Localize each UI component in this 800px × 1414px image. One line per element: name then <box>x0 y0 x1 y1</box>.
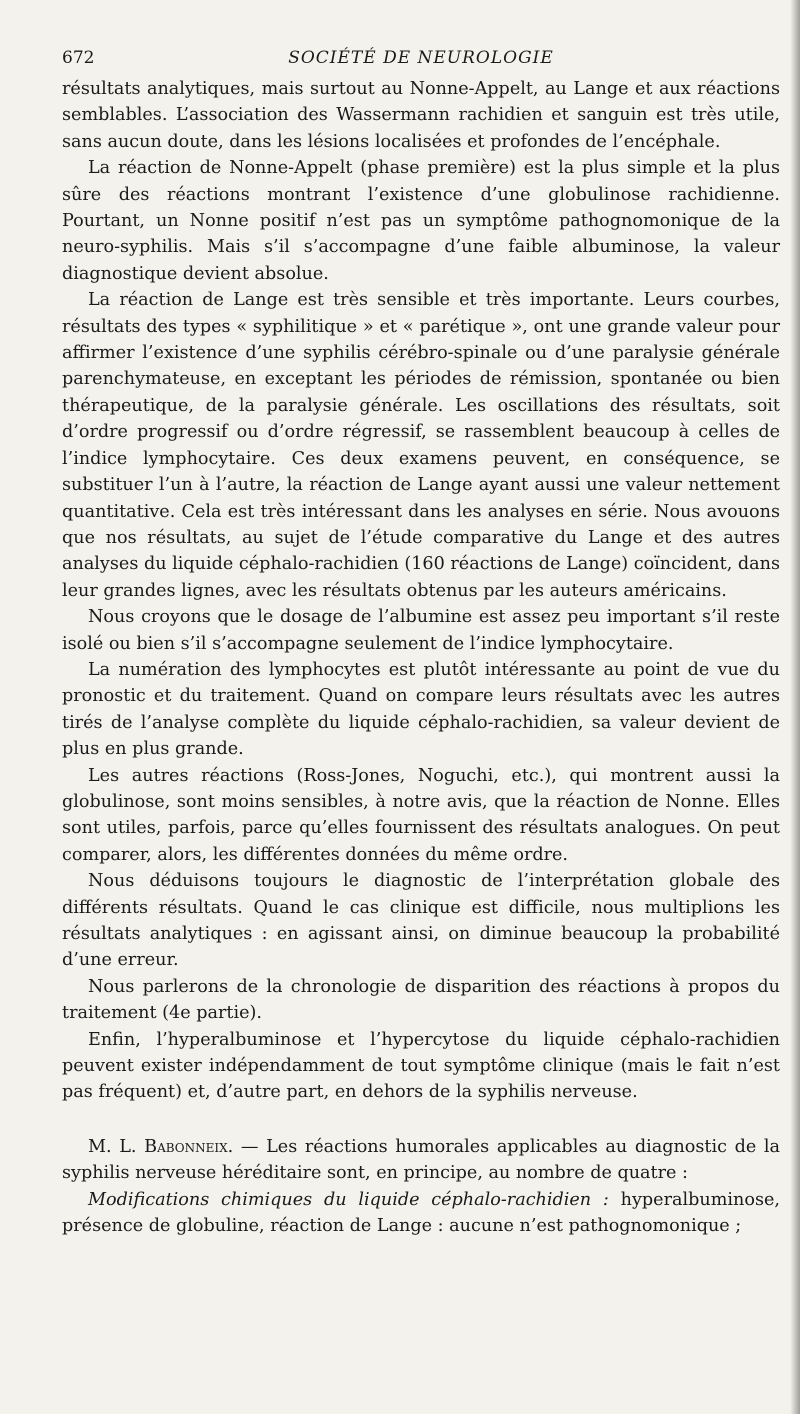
speaker-prefix: M. L. <box>88 1136 145 1157</box>
speaker-separator: . — <box>227 1136 267 1157</box>
babonneix-paragraph <box>62 1134 780 1187</box>
running-title: SOCIÉTÉ DE NEUROLOGIE <box>288 48 554 68</box>
paragraph: Nous croyons que le dosage de l’albumine est assez peu important s’il reste isolé ou bien s’il s’accompagne seulement de l’indice lymphocytaire. <box>62 607 780 654</box>
italic-follow: hyperalbuminose, présence de globuline, réaction de Lange : aucune n’est pathognomonique ; <box>62 1189 780 1237</box>
section-gap <box>62 1106 780 1134</box>
page-header <box>62 40 780 76</box>
paragraph: La réaction de Lange est très sensible et très importante. Leurs courbes, résultats des types « syphilitique » et « parétique », ont une grande valeur pour affirmer l’existence d’une syphilis cérébro-spinale ou d’une paralysie générale parenchymateuse, en exceptant les périodes de rémission, spontanée ou bien thérapeutique, de la paralysie générale. Les oscillations des résultats, soit d’ordre progressif ou d’ordre régressif, se rassemblent beaucoup à celles de l’indice lymphocytaire. Ces deux examens peuvent, en conséquence, se substituer l’un à l’autre, la réaction de Lange ayant aussi une valeur nettement quantitative. Cela est très intéressant dans les analyses en série. Nous avouons que nos résultats, au sujet de l’étude comparative du Lange et des autres analyses du liquide céphalo-rachidien (160 réactions de Lange) coïncident, dans leur grandes lignes, avec les résultats obtenus par les auteurs américains. <box>62 290 780 601</box>
babonneix-text: Les réactions humorales applicables au diagnostic de la syphilis nerveuse héréditaire sont, en principe, au nombre de quatre : <box>62 1136 781 1184</box>
speaker-name: Babonneix <box>144 1136 228 1157</box>
paragraph: Les autres réactions (Ross-Jones, Noguchi, etc.), qui montrent aussi la globulinose, sont moins sensibles, à notre avis, que la réaction de Nonne. Elles sont utiles, parfois, parce qu’elles fournissent des résultats analogues. On peut comparer, alors, les différentes données du même ordre. <box>62 765 780 865</box>
babonneix-paragraph-2 <box>62 1187 780 1240</box>
paragraph: Nous parlerons de la chronologie de disparition des réactions à propos du traitement (4e partie). <box>62 976 780 1024</box>
document-page <box>62 40 780 1239</box>
paragraph: Nous déduisons toujours le diagnostic de l’interprétation globale des différents résultats. Quand le cas clinique est difficile, nous multiplions les résultats analytiques : en agissant ainsi, on diminue beaucoup la probabilité d’une erreur. <box>62 871 780 971</box>
paragraph: Enfin, l’hyperalbuminose et l’hypercytose du liquide céphalo-rachidien peuvent exister indépendamment de tout symptôme clinique (mais le fait n’est pas fréquent) et, d’autre part, en dehors de la syphilis nerveuse. <box>62 1029 780 1103</box>
paragraph: résultats analytiques, mais surtout au Nonne-Appelt, au Lange et aux réactions semblables. L’association des Wassermann rachidien et sanguin est très utile, sans aucun doute, dans les lésions localisées et profondes de l’encéphale. <box>62 79 780 152</box>
page-number: 672 <box>62 48 95 68</box>
page-edge-shadow <box>790 0 800 1414</box>
paragraph: La réaction de Nonne-Appelt (phase première) est la plus simple et la plus sûre des réactions montrant l’existence d’une globulinose rachidienne. Pourtant, un Nonne positif n’est pas un symptôme pathognomonique de la neuro-syphilis. Mais s’il s’accompagne d’une faible albuminose, la valeur diagnostique devient absolue. <box>62 158 780 284</box>
body-text <box>62 76 780 1239</box>
paragraph: La numération des lymphocytes est plutôt intéressante au point de vue du pronostic et du traitement. Quand on compare leurs résultats avec les autres tirés de l’analyse complète du liquide céphalo-rachidien, sa valeur devient de plus en plus grande. <box>62 659 780 760</box>
italic-lead: Modifications chimiques du liquide céphalo-rachidien : <box>88 1189 609 1210</box>
